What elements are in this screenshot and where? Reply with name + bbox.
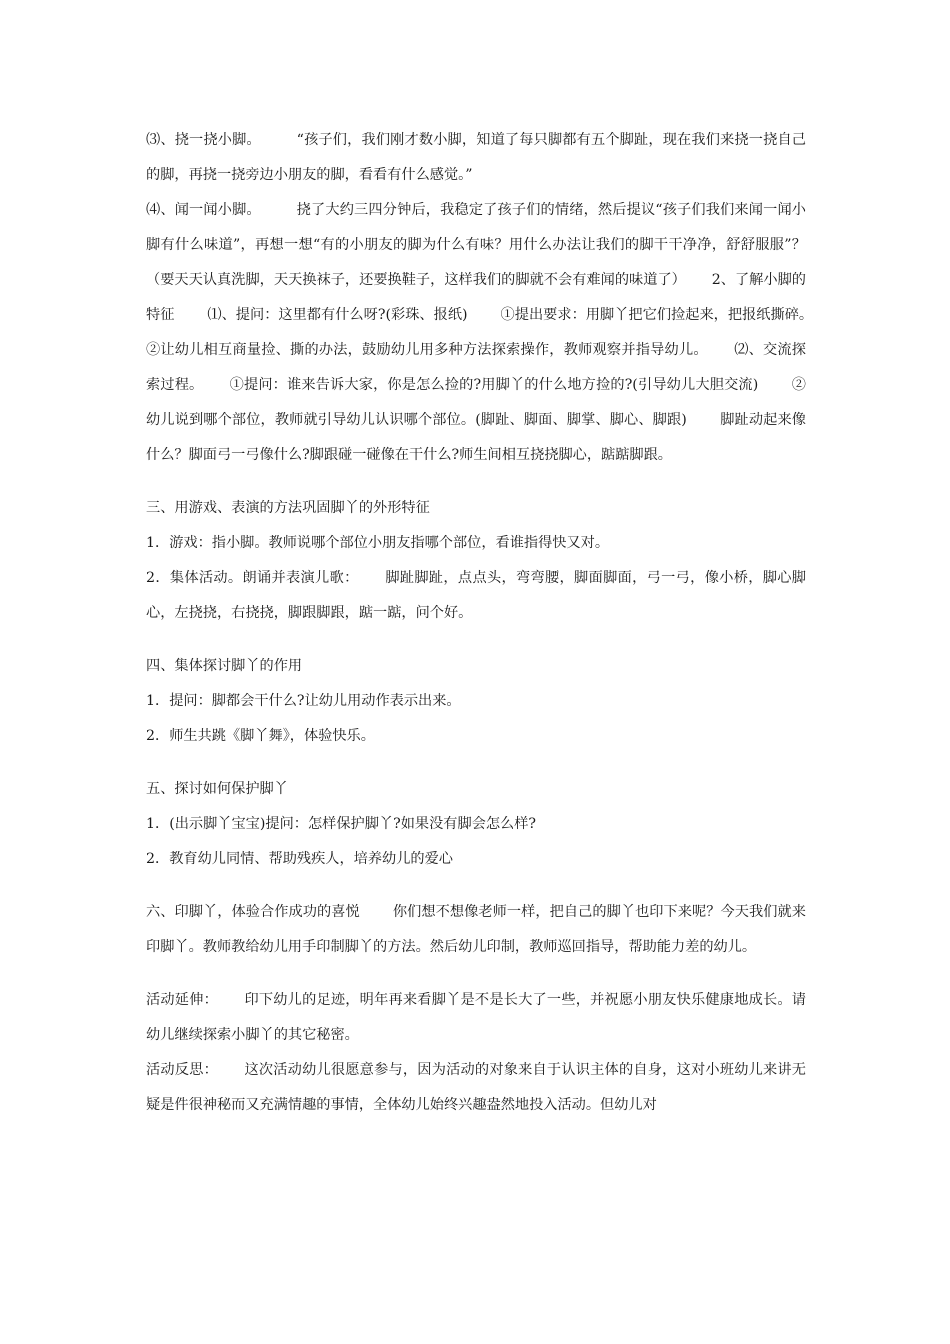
list-item-group-activity: 2．集体活动。朗诵并表演儿歌： 脚趾脚趾，点点头，弯弯腰，脚面脚面，弓一弓，像小桥，脚心脚心，左挠挠，右挠挠，脚跟脚跟，踮一踮，问个好。 xyxy=(146,570,806,621)
list-item-game: 1．游戏：指小脚。教师说哪个部位小朋友指哪个部位，看谁指得快又对。 xyxy=(146,535,610,551)
paragraph-smell-feet: ⑷、闻一闻小脚。 挠了大约三四分钟后，我稳定了孩子们的情绪，然后提议“孩子们我们来闻一闻小脚有什么味道”，再想一想“有的小朋友的脚为什么有味？用什么办法让我们的脚干干净净，舒舒服服”？ （要天天认真洗脚，天天换袜子，还要换鞋子，这样我们的脚就不会有难闻的味道了） 2、了解小脚的特征 ⑴、提问：这里都有什么呀?(彩珠、报纸) ①提出要求：用脚丫把它们捡起来，把报纸撕碎。 ②让幼儿相互商量捡、撕的办法，鼓励幼儿用多种方法探索操作，教师观察并指导幼儿。 ⑵、交流探索过程。 ①提问：谁来告诉大家，你是怎么捡的?用脚丫的什么地方捡的?(引导幼儿大胆交流) ②幼儿说到哪个部位，教师就引导幼儿认识哪个部位。(脚趾、脚面、脚掌、脚心、脚跟) 脚趾动起来像什么？脚面弓一弓像什么?脚跟碰一碰像在干什么?师生间相互挠挠脚心，踮踮脚跟。 xyxy=(146,202,839,463)
section-heading-6: 六、印脚丫，体验合作成功的喜悦 你们想不想像老师一样，把自己的脚丫也印下来呢？今天我们就来印脚丫。教师教给幼儿用手印制脚丫的方法。然后幼儿印制，教师巡回指导，帮助能力差的幼儿。 xyxy=(146,904,806,955)
section-heading-4: 四、集体探讨脚丫的作用 xyxy=(146,658,303,674)
spacer xyxy=(146,877,806,895)
paragraph-reflection: 活动反思： 这次活动幼儿很愿意参与，因为活动的对象来自于认识主体的自身，这对小班幼儿来讲无疑是件很神秘而又充满情趣的事情，全体幼儿始终兴趣盎然地投入活动。但幼儿对 xyxy=(146,1062,806,1113)
paragraph-scratch-feet: ⑶、挠一挠小脚。 “孩子们，我们刚才数小脚，知道了每只脚都有五个脚趾，现在我们来挠一挠自己的脚，再挠一挠旁边小朋友的脚，看看有什么感觉。” xyxy=(146,132,806,183)
paragraph-extension: 活动延伸： 印下幼儿的足迹，明年再来看脚丫是不是长大了一些，并祝愿小朋友快乐健康地成长。请幼儿继续探索小脚丫的其它秘密。 xyxy=(146,992,806,1043)
list-item-question: 1．提问：脚都会干什么?让幼儿用动作表示出来。 xyxy=(146,693,461,709)
list-item-protect: 1．(出示脚丫宝宝)提问：怎样保护脚丫?如果没有脚会怎么样? xyxy=(146,816,536,832)
section-heading-5: 五、探讨如何保护脚丫 xyxy=(146,781,288,797)
spacer xyxy=(146,631,806,649)
spacer xyxy=(146,473,806,491)
list-item-empathy: 2．教育幼儿同情、帮助残疾人，培养幼儿的爱心 xyxy=(146,851,453,867)
spacer xyxy=(146,965,806,983)
document-body xyxy=(146,123,839,1123)
list-item-dance: 2．师生共跳《脚丫舞》，体验快乐。 xyxy=(146,728,375,744)
section-heading-3: 三、用游戏、表演的方法巩固脚丫的外形特征 xyxy=(146,500,430,516)
spacer xyxy=(146,754,806,772)
